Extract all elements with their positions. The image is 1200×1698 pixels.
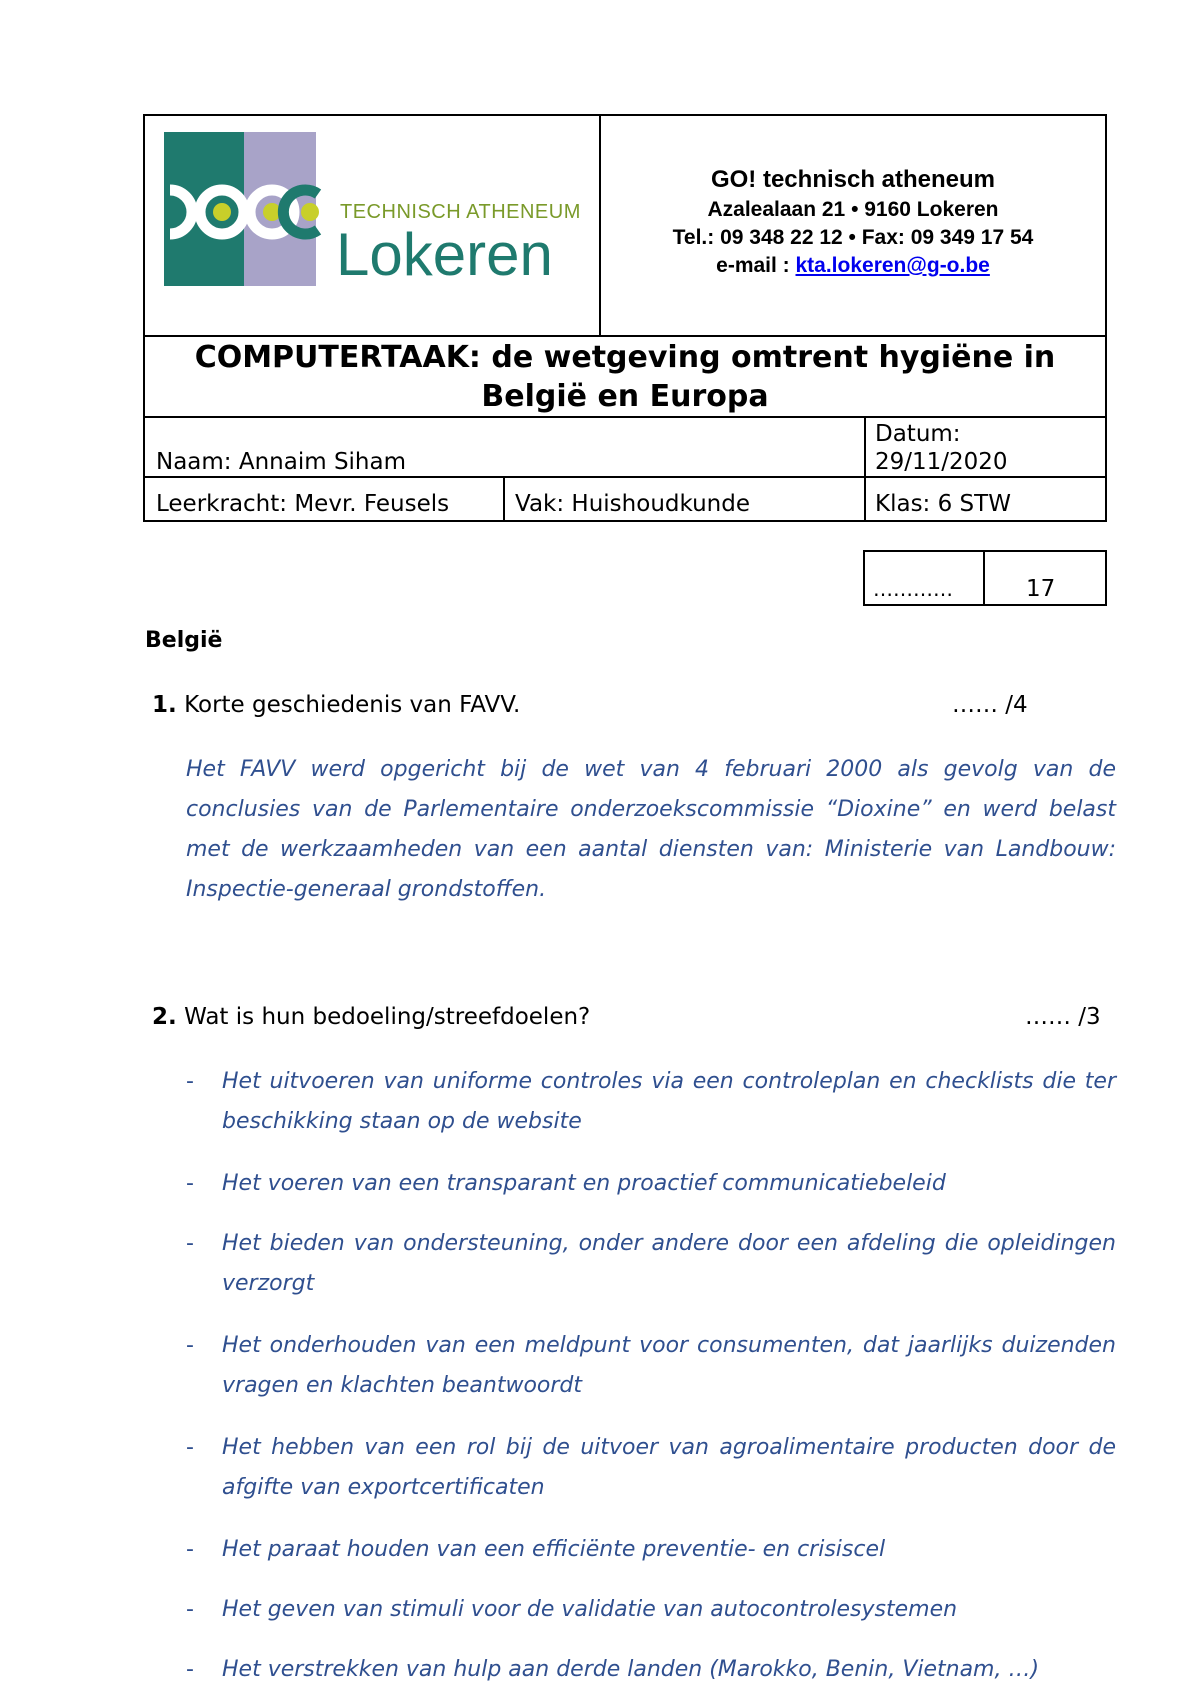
answer-1: Het FAVV werd opgericht bij de wet van 4 februari 2000 als gevolg van de conclusies van de Parlementaire onderzoekscommissie “Dioxine” en werd belast met de werkzaamheden van een aantal diensten van: Ministerie van Landbouw: Inspectie-generaal grondstoffen. <box>186 757 1116 902</box>
question-2-score: …… /3 <box>1025 1004 1101 1030</box>
list-item: - Het onderhouden van een meldpunt voor consumenten, dat jaarlijks duizenden vragen en klachten beantwoordt <box>186 1326 1116 1406</box>
name-field: Naam: Annaim Siham <box>156 449 407 475</box>
subject-field: Vak: Huishoudkunde <box>515 491 751 517</box>
list-item: - Het voeren van een transparant en proactief communicatiebeleid <box>186 1164 1116 1204</box>
teacher-field: Leerkracht: Mevr. Feusels <box>156 491 450 517</box>
question-text: Wat is hun bedoeling/streefdoelen? <box>184 1004 591 1030</box>
title-line-1: COMPUTERTAAK: de wetgeving omtrent hygiëne in <box>194 340 1056 375</box>
list-item: - Het geven van stimuli voor de validatie van autocontrolesystemen <box>186 1590 1116 1630</box>
email-label: e-mail : <box>716 254 796 277</box>
divider <box>143 416 1107 418</box>
list-item: - Het paraat houden van een efficiënte preventie- en crisiscel <box>186 1530 1116 1570</box>
school-info <box>601 166 1105 278</box>
list-item-text: Het bieden van ondersteuning, onder andere door een afdeling die opleidingen verzorgt <box>222 1231 1116 1296</box>
question-1 <box>152 692 520 718</box>
date-value: 29/11/2020 <box>875 449 1008 475</box>
email-link[interactable]: kta.lokeren@g-o.be <box>795 254 990 277</box>
divider <box>143 335 1107 337</box>
list-item: - Het verstrekken van hulp aan derde landen (Marokko, Benin, Vietnam, …) <box>186 1650 1116 1690</box>
section-heading: België <box>145 628 223 653</box>
list-item-text: Het verstrekken van hulp aan derde landen (Marokko, Benin, Vietnam, …) <box>222 1657 1040 1682</box>
question-text: Korte geschiedenis van FAVV. <box>184 692 521 718</box>
list-item-text: Het hebben van een rol bij de uitvoer van agroalimentaire producten door de afgifte van exportcertificaten <box>222 1435 1116 1500</box>
list-item: - Het hebben van een rol bij de uitvoer van agroalimentaire producten door de afgifte van exportcertificaten <box>186 1428 1116 1508</box>
question-number: 2. <box>152 1004 177 1030</box>
school-name: GO! technisch atheneum <box>710 166 996 193</box>
question-2 <box>152 1004 590 1030</box>
score-total: 17 <box>1026 576 1056 602</box>
list-item: - Het bieden van ondersteuning, onder andere door een afdeling die opleidingen verzorgt <box>186 1224 1116 1304</box>
date-label: Datum: <box>875 421 961 447</box>
title-line-2: België en Europa <box>481 379 769 414</box>
list-item: - Het uitvoeren van uniforme controles via een controleplan en checklists die ter beschikking staan op de website <box>186 1062 1116 1142</box>
divider <box>983 550 985 606</box>
class-field: Klas: 6 STW <box>875 491 1011 517</box>
page-title <box>145 338 1105 416</box>
school-address: Azalealaan 21 • 9160 Lokeren <box>707 198 999 221</box>
divider <box>864 416 866 522</box>
question-number: 1. <box>152 692 177 718</box>
question-1-score: …… /4 <box>952 692 1028 718</box>
list-item-text: Het geven van stimuli voor de validatie van autocontrolesystemen <box>222 1597 958 1622</box>
school-logo <box>160 128 585 288</box>
divider <box>503 476 505 522</box>
list-item-text: Het voeren van een transparant en proactief communicatiebeleid <box>222 1171 946 1196</box>
score-blank: ………… <box>873 577 953 601</box>
divider <box>143 476 1107 478</box>
list-item-text: Het onderhouden van een meldpunt voor consumenten, dat jaarlijks duizenden vragen en klachten beantwoordt <box>222 1333 1116 1398</box>
list-item-text: Het paraat houden van een efficiënte preventie- en crisiscel <box>222 1537 886 1562</box>
logo-text-small: TECHNISCH ATHENEUM <box>340 201 581 223</box>
logo-text-large: Lokeren <box>336 221 553 288</box>
list-item-text: Het uitvoeren van uniforme controles via een controleplan en checklists die ter beschikking staan op de website <box>222 1069 1116 1134</box>
school-phone: Tel.: 09 348 22 12 • Fax: 09 349 17 54 <box>672 226 1034 249</box>
school-email <box>601 254 1105 278</box>
